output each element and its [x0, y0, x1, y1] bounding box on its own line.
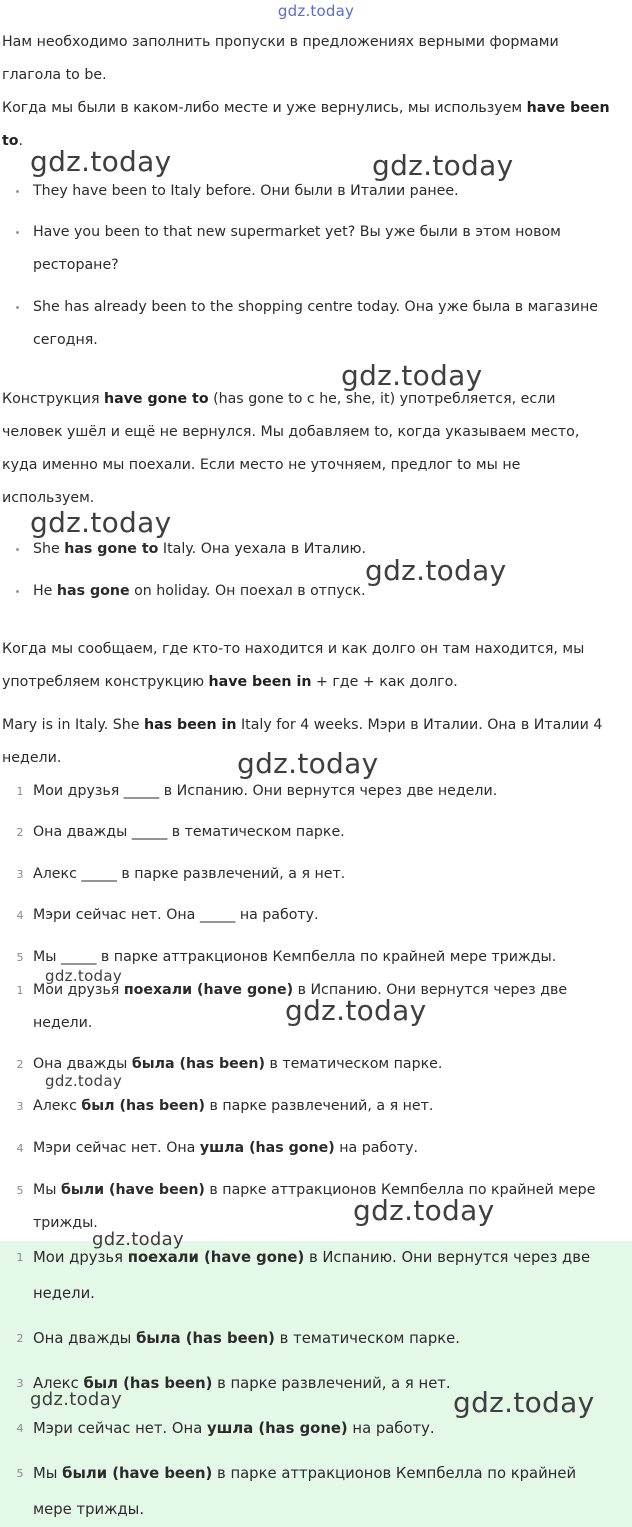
text-span: Мои друзья [33, 1249, 128, 1266]
text-span: Конструкция [2, 391, 104, 407]
text-span: недели. [33, 1285, 95, 1302]
text-span: Когда мы сообщаем, где кто-то находится и как долго он там находится, мы [2, 641, 585, 657]
text-span: ресторане? [33, 257, 119, 273]
text-span: в парке развлечений, а я нет. [212, 1375, 451, 1392]
text-span: Она дважды [33, 1056, 132, 1072]
text-span: в Испанию. Они вернутся через две [293, 982, 568, 998]
item-number: 1 [16, 1251, 24, 1264]
item-text [14, 1321, 630, 1357]
text-line [33, 899, 630, 932]
text-span: глагола to be. [2, 67, 107, 83]
bold-phrase: была (has been) [131, 1056, 265, 1072]
watermark-text: gdz.today [365, 554, 507, 587]
item-number: 5 [16, 951, 24, 964]
text-line [2, 709, 630, 742]
text-span: Мои друзья [33, 982, 124, 998]
text-span: в парке аттракционов Кемпбелла по крайней [212, 1465, 577, 1482]
watermark-text: gdz.today [30, 145, 172, 178]
bold-phrase: поехали (have gone) [127, 1249, 305, 1266]
text-span: . [18, 133, 24, 149]
bold-phrase: ушла (has gone) [207, 1420, 348, 1437]
watermark-text: gdz.today [45, 967, 123, 985]
bullet-item [16, 175, 630, 208]
text-line [33, 1090, 630, 1123]
text-line [33, 216, 630, 249]
site-header-link[interactable]: gdz.today [277, 2, 355, 20]
bold-phrase: has gone [56, 583, 130, 599]
task-item [14, 858, 630, 891]
text-span: She has already been to the shopping centre today. Она уже была в магазине [33, 299, 598, 315]
text-line [33, 1321, 630, 1357]
text-span: They have been to Italy before. Они были в Италии ранее. [33, 183, 459, 199]
text-span: в тематическом парке. [274, 1330, 460, 1347]
text-line [33, 1276, 630, 1312]
been-in-paragraph [2, 633, 630, 699]
text-line [2, 416, 630, 449]
text-line [2, 26, 630, 59]
text-span: on holiday. Он поехал в отпуск. [129, 583, 366, 599]
text-span: в парке развлечений, а я нет. [204, 1098, 434, 1114]
text-line [2, 92, 630, 125]
text-span: на работу. [347, 1420, 435, 1437]
item-number: 1 [16, 785, 24, 798]
text-line [33, 1456, 630, 1492]
watermark-text: gdz.today [353, 1194, 495, 1227]
bold-phrase: был (has been) [83, 1375, 213, 1392]
bold-phrase: были (have been) [60, 1182, 205, 1198]
task-item [14, 899, 630, 932]
watermark-text: gdz.today [285, 994, 427, 1027]
text-line [33, 249, 630, 282]
text-line [33, 941, 630, 974]
text-span: Мэри сейчас нет. Она _____ на работу. [33, 907, 319, 923]
bullet-dot-icon [16, 190, 19, 193]
watermark-text: gdz.today [453, 1386, 595, 1419]
bullet-text [16, 291, 630, 357]
text-span: Алекс [33, 1375, 84, 1392]
watermark-text: gdz.today [372, 149, 514, 182]
item-number: 4 [16, 909, 24, 922]
item-number: 4 [16, 1142, 24, 1155]
text-span: Italy. Она уехала в Италию. [158, 541, 367, 557]
bold-phrase: have been [526, 100, 610, 116]
bold-phrase: to [2, 133, 19, 149]
text-span: Italy for 4 weeks. Мэри в Италии. Она в Италии 4 [236, 717, 603, 733]
text-span: Алекс _____ в парке развлечений, а я нет. [33, 866, 346, 882]
text-span: недели. [33, 1015, 93, 1031]
bold-phrase: have been in [208, 674, 312, 690]
text-line [33, 575, 630, 608]
text-line [2, 449, 630, 482]
text-span: Когда мы были в каком-либо месте и уже вернулись, мы используем [2, 100, 527, 116]
bold-phrase: have gone to [104, 391, 209, 407]
text-span: He [33, 583, 57, 599]
text-span: Алекс [33, 1098, 82, 1114]
text-span: сегодня. [33, 332, 98, 348]
watermark-text: gdz.today [237, 747, 379, 780]
text-span: Мы [33, 1182, 61, 1198]
bullet-text [16, 216, 630, 282]
text-line [33, 1174, 630, 1207]
text-span: на работу. [334, 1140, 419, 1156]
item-text [14, 1090, 630, 1123]
bullet-text [16, 175, 630, 208]
item-text [14, 1240, 630, 1312]
answer-item [14, 1240, 630, 1312]
text-span: используем. [2, 490, 95, 506]
bold-phrase: has gone to [64, 541, 159, 557]
bold-phrase: был (has been) [81, 1098, 205, 1114]
text-span: в парке аттракционов Кемпбелла по крайней мере [204, 1182, 596, 1198]
text-line [2, 633, 630, 666]
text-line [33, 1048, 630, 1081]
text-span: куда именно мы поехали. Если место не уточняем, предлог to мы не [2, 457, 521, 473]
text-line [33, 816, 630, 849]
item-text [14, 816, 630, 849]
task-item [14, 816, 630, 849]
text-span: Мы [33, 1465, 63, 1482]
item-text [14, 1456, 630, 1527]
item-number: 4 [16, 1422, 24, 1435]
text-span: Она дважды [33, 1330, 137, 1347]
text-span: Мы _____ в парке аттракционов Кемпбелла по крайней мере трижды. [33, 949, 557, 965]
text-span: в тематическом парке. [265, 1056, 443, 1072]
bullet-dot-icon [16, 231, 19, 234]
item-number: 1 [16, 984, 24, 997]
item-text [14, 899, 630, 932]
item-number: 5 [16, 1467, 24, 1480]
item-text [14, 858, 630, 891]
item-number: 3 [16, 1377, 24, 1390]
text-span: Mary is in Italy. She [2, 717, 144, 733]
item-number: 5 [16, 1184, 24, 1197]
bold-phrase: ушла (has gone) [199, 1140, 335, 1156]
answer-item [14, 1456, 630, 1527]
text-span: недели. [2, 750, 62, 766]
text-span: Она дважды _____ в тематическом парке. [33, 824, 345, 840]
text-span: + где + как долго. [311, 674, 458, 690]
text-span: Мэри сейчас нет. Она [33, 1140, 200, 1156]
bullet-item [16, 216, 630, 282]
watermark-text: gdz.today [30, 506, 172, 539]
bullet-text [16, 575, 630, 608]
watermark-text: gdz.today [30, 1389, 122, 1410]
text-line [2, 383, 630, 416]
text-line [33, 324, 630, 357]
item-number: 2 [16, 1058, 24, 1071]
text-span: Have you been to that new supermarket yet? Вы уже были в этом новом [33, 224, 561, 240]
text-line [33, 1132, 630, 1165]
watermark-text: gdz.today [341, 359, 483, 392]
item-text [14, 1132, 630, 1165]
answer-item [14, 1321, 630, 1357]
watermark-text: gdz.today [92, 1229, 184, 1250]
item-number: 3 [16, 1100, 24, 1113]
item-number: 2 [16, 826, 24, 839]
text-span: мере трижды. [33, 1501, 145, 1518]
bullet-item [16, 291, 630, 357]
text-line [2, 666, 630, 699]
bullet-dot-icon [16, 548, 19, 551]
text-span: трижды. [33, 1215, 98, 1231]
text-line [33, 858, 630, 891]
text-line [33, 175, 630, 208]
text-span: Нам необходимо заполнить пропуски в предложениях верными формами [2, 34, 559, 50]
text-span: человек ушёл и ещё не вернулся. Мы добавляем to, когда указываем место, [2, 424, 580, 440]
text-span: в Испанию. Они вернутся через две [304, 1249, 591, 1266]
watermark-text: gdz.today [45, 1072, 123, 1090]
text-span: Мои друзья _____ в Испанию. Они вернутся через две недели. [33, 783, 498, 799]
text-span: She [33, 541, 65, 557]
bullet-dot-icon [16, 590, 19, 593]
solution-item [14, 1090, 630, 1123]
item-number: 2 [16, 1332, 24, 1345]
gone-to-paragraph [2, 383, 630, 515]
bold-phrase: поехали (have gone) [123, 982, 294, 998]
text-span: (has gone to с he, she, it) употребляется, если [208, 391, 556, 407]
bold-phrase: были (have been) [62, 1465, 213, 1482]
bullet-dot-icon [16, 306, 19, 309]
item-number: 3 [16, 868, 24, 881]
bullet-item [16, 575, 630, 608]
text-span: Мэри сейчас нет. Она [33, 1420, 208, 1437]
text-span: употребляем конструкцию [2, 674, 209, 690]
intro-paragraph [2, 26, 630, 158]
solution-item [14, 1132, 630, 1165]
bold-phrase: has been in [143, 717, 237, 733]
text-line [33, 291, 630, 324]
bold-phrase: была (has been) [136, 1330, 275, 1347]
text-line [33, 1492, 630, 1527]
text-line [2, 59, 630, 92]
